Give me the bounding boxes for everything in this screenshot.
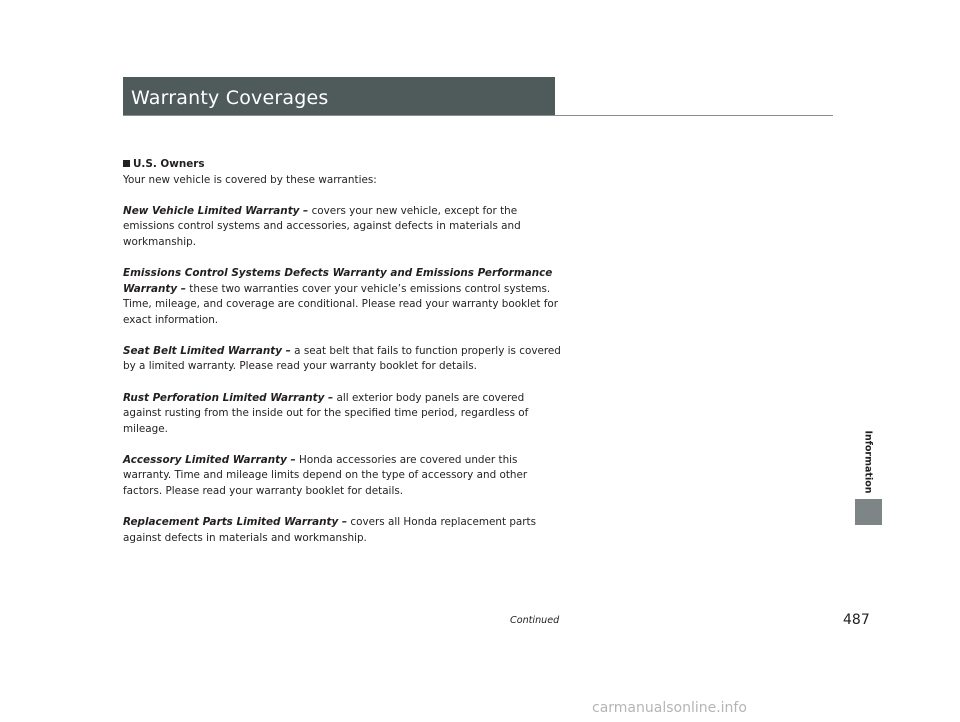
side-tab-label: Information xyxy=(862,430,874,494)
side-tab-marker xyxy=(855,499,882,525)
warranty-paragraph xyxy=(123,204,563,251)
page-number: 487 xyxy=(843,612,870,628)
square-bullet-icon xyxy=(123,160,130,167)
warranty-term: New Vehicle Limited Warranty – xyxy=(123,204,309,217)
header-rule xyxy=(123,115,833,116)
warranty-paragraph xyxy=(123,391,563,438)
warranty-description: a seat belt that fails to function properly is covered by a limited warranty. Please read your warranty booklet for details. xyxy=(123,344,561,373)
section-heading-text: U.S. Owners xyxy=(133,158,205,170)
section-intro: Your new vehicle is covered by these warranties: xyxy=(123,173,377,186)
page-header xyxy=(123,77,555,115)
warranty-paragraph xyxy=(123,266,563,328)
warranty-paragraph xyxy=(123,453,563,500)
main-content xyxy=(123,157,563,546)
warranty-description: these two warranties cover your vehicle’s emissions control systems. Time, mileage, and coverage are conditional. Please read your warranty booklet for exact information. xyxy=(123,282,559,326)
warranty-description: covers all Honda replacement parts against defects in materials and workmanship. xyxy=(123,516,537,544)
section-heading xyxy=(123,157,563,173)
warranty-term: Rust Perforation Limited Warranty – xyxy=(123,391,334,404)
warranty-description: covers your new vehicle, except for the emissions control systems and accessories, against defects in materials and workmanship. xyxy=(123,204,521,248)
warranty-description: all exterior body panels are covered against rusting from the inside out for the specified time period, regardless of mileage. xyxy=(123,391,529,435)
continued-label: Continued xyxy=(510,615,560,626)
warranty-description: Honda accessories are covered under this warranty. Time and mileage limits depend on the type of accessory and other factors. Please read your warranty booklet for details. xyxy=(123,453,528,497)
warranty-term: Accessory Limited Warranty – xyxy=(123,453,296,466)
watermark: carmanualsonline.info xyxy=(592,700,747,716)
warranty-paragraph xyxy=(123,515,563,546)
warranty-term: Seat Belt Limited Warranty – xyxy=(123,344,291,357)
page-title: Warranty Coverages xyxy=(131,87,329,109)
warranty-paragraph xyxy=(123,344,563,375)
warranty-term: Replacement Parts Limited Warranty – xyxy=(123,516,348,529)
warranty-term: Emissions Control Systems Defects Warranty and Emissions Performance Warranty – xyxy=(123,266,553,295)
